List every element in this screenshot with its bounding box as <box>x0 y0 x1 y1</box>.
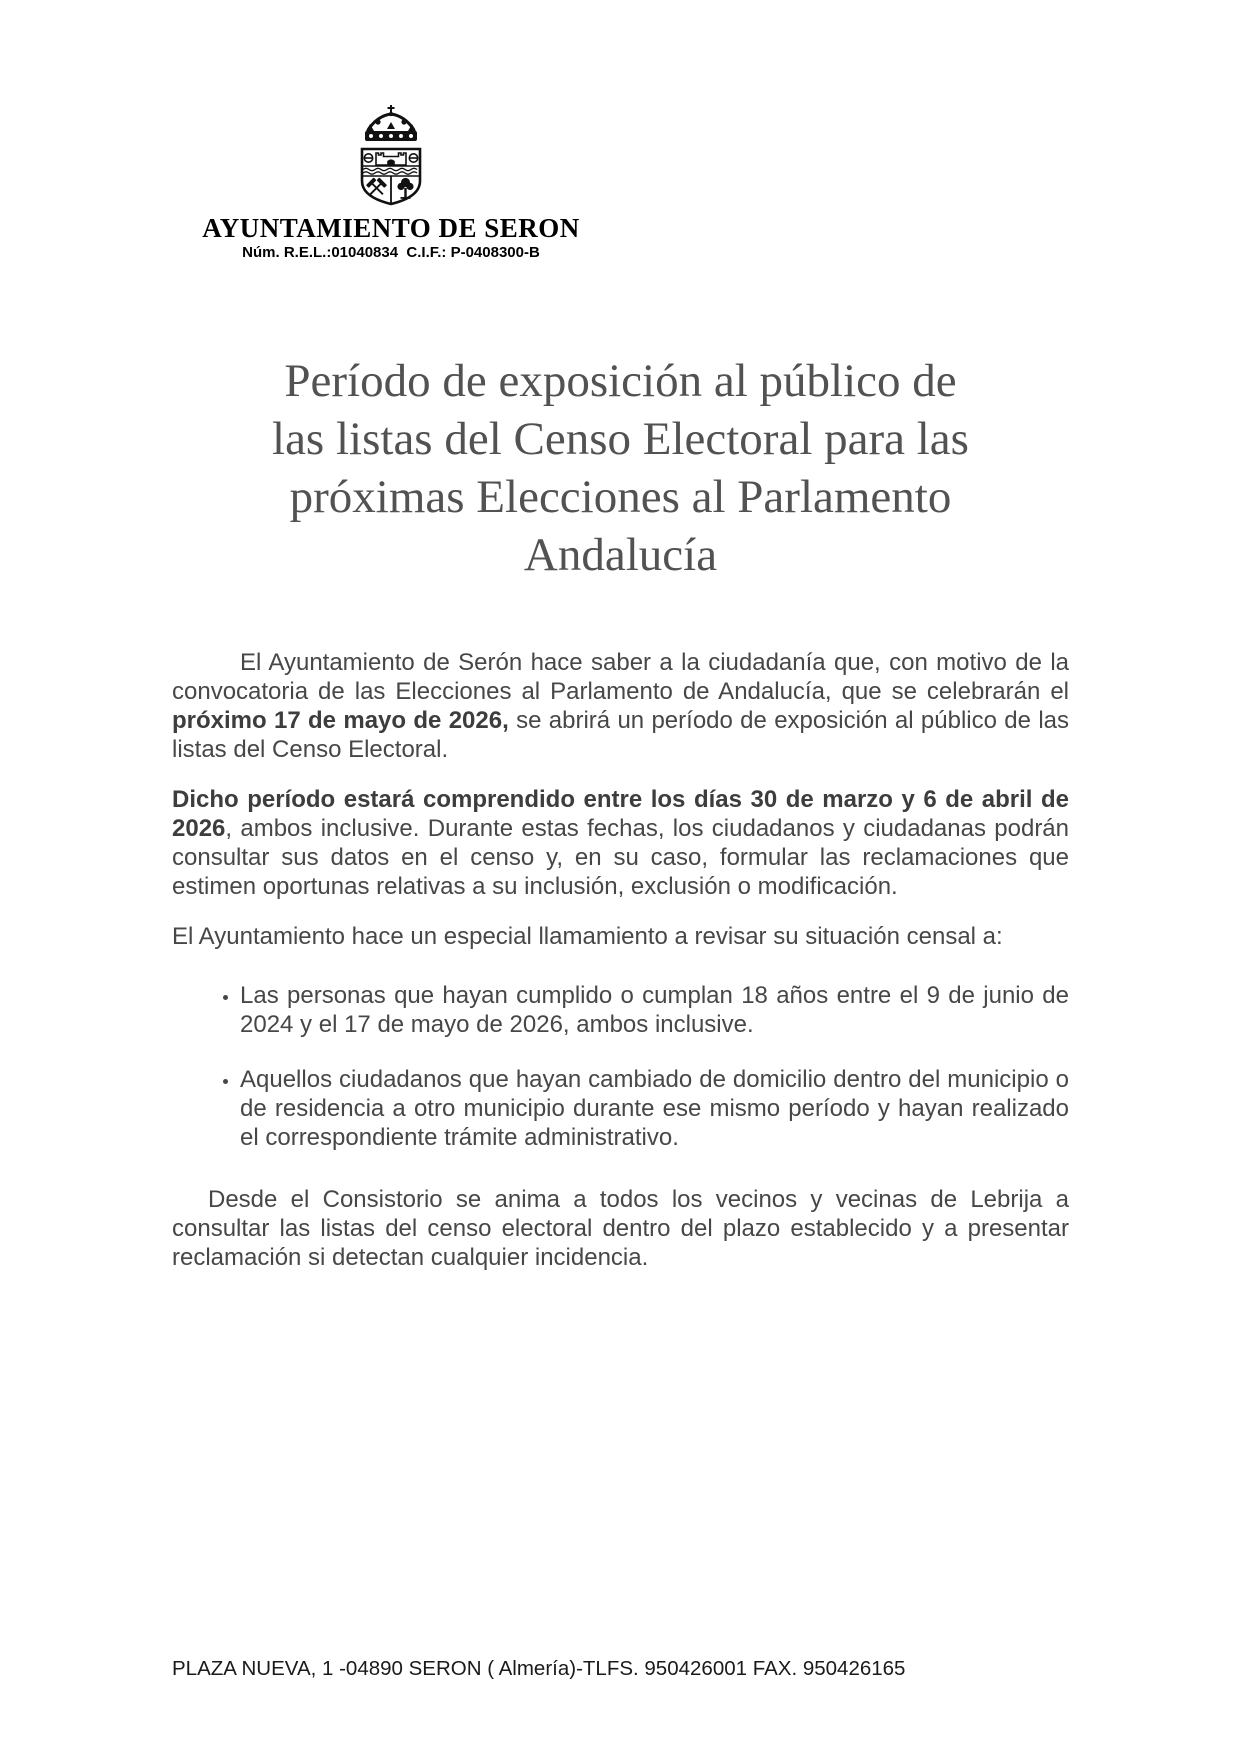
bullet-item: • Aquellos ciudadanos que hayan cambiado de domicilio dentro del municipio o de residencia a otro municipio durante ese mismo período y hayan realizado el correspondiente trámite administrativo. <box>240 1065 1069 1152</box>
period-paragraph: Dicho período estará comprendido entre los días 30 de marzo y 6 de abril de 2026, ambos inclusive. Durante estas fechas, los ciudadanos y ciudadanas podrán consultar sus datos en el censo y, en su caso, formular las reclamaciones que estimen oportunas relativas a su inclusión, exclusión o modificación. <box>172 786 1069 900</box>
page-title-line: Andalucía <box>523 529 718 581</box>
document-body <box>172 648 1069 1272</box>
census-bullet-list <box>172 981 1069 1152</box>
letterhead <box>175 104 607 262</box>
crown-icon <box>365 105 417 141</box>
callout-paragraph: El Ayuntamiento hace un especial llamamiento a revisar su situación censal a: <box>172 923 1003 950</box>
closing-paragraph: Desde el Consistorio se anima a todos los vecinos y vecinas de Lebrija a consultar las listas del censo electoral dentro del plazo establecido y a presentar reclamación si detectan cualquier incidencia. <box>172 1186 1069 1271</box>
page-title-line: Período de exposición al público de <box>284 355 957 407</box>
org-name: AYUNTAMIENTO DE SERON <box>202 213 580 243</box>
shield-icon <box>362 149 420 204</box>
page-title-line: próximas Elecciones al Parlamento <box>289 471 952 523</box>
registry-number-line: Núm. R.E.L.:01040834 C.I.F.: P-0408300-B <box>242 244 540 261</box>
intro-paragraph: El Ayuntamiento de Serón hace saber a la ciudadanía que, con motivo de la convocatoria de las Elecciones al Parlamento de Andalucía, que se celebrarán el próximo 17 de mayo de 2026, se abrirá un período de exposición al público de las listas del Censo Electoral. <box>172 649 1070 763</box>
footer-address: PLAZA NUEVA, 1 -04890 SERON ( Almería)-TLFS. 950426001 FAX. 950426165 <box>172 1657 906 1680</box>
coat-of-arms-icon <box>357 104 425 206</box>
page-title <box>80 352 1161 584</box>
page-title-line: las listas del Censo Electoral para las <box>272 413 969 465</box>
bullet-item: • Las personas que hayan cumplido o cumplan 18 años entre el 9 de junio de 2024 y el 17 de mayo de 2026, ambos inclusive. <box>240 981 1069 1039</box>
